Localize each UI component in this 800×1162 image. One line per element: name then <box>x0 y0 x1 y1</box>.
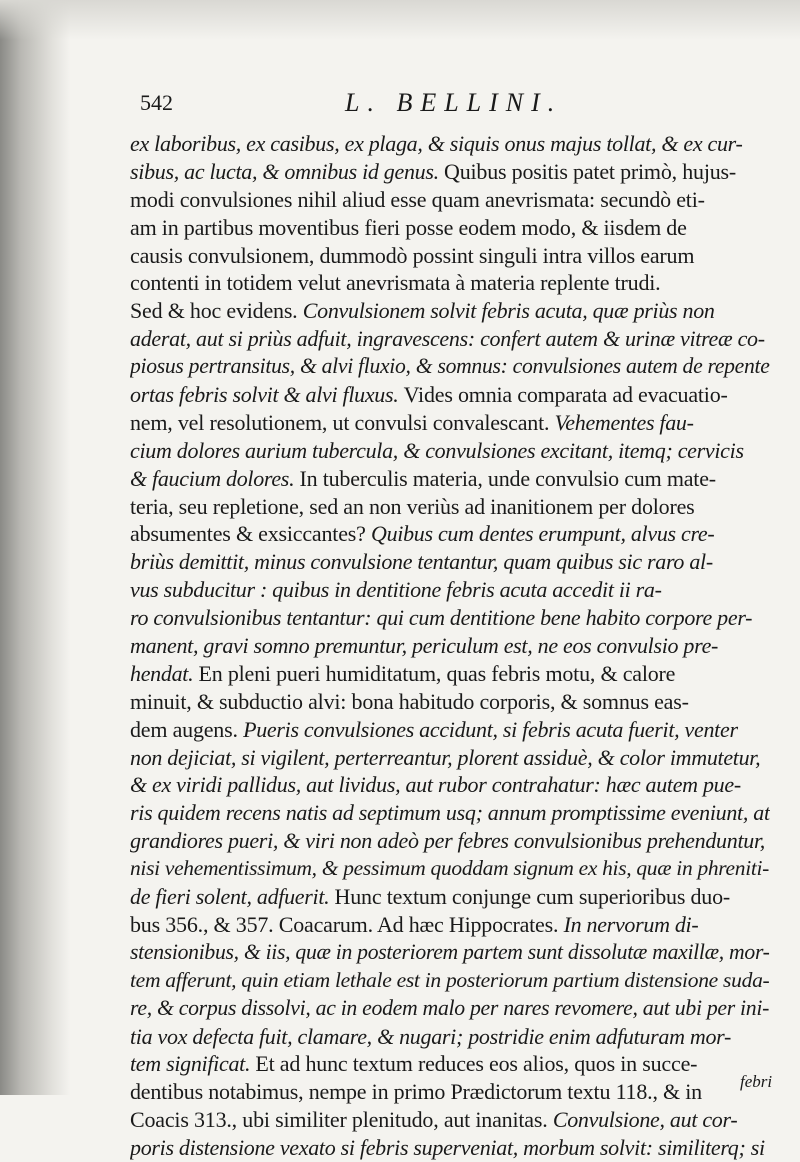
italic-quotation: non dejiciat, si vigilent, perterreantur, plorent assiduè, & color immutetur, <box>130 744 761 770</box>
text-line <box>130 381 770 409</box>
text-line <box>130 548 770 576</box>
catchword: febri <box>740 1072 773 1091</box>
roman-commentary: Quibus positis patet primò, hujus- <box>444 158 737 184</box>
text-line <box>130 1050 770 1078</box>
italic-quotation: de fieri solent, adfuerit. <box>130 884 335 910</box>
text-line <box>130 995 770 1023</box>
italic-quotation: ortas febris solvit & alvi fluxus. <box>130 382 404 408</box>
italic-quotation: aderat, aut si priùs adfuit, ingravescens: confert autem & urinæ vitreæ co- <box>130 326 765 352</box>
italic-quotation: grandiores pueri, & viri non adeò per febres convulsionibus prehenduntur, <box>130 828 765 854</box>
italic-quotation: tia vox defecta fuit, clamare, & nugari; postridie enim adfuturam mor- <box>130 1023 731 1049</box>
italic-quotation: Convulsione, aut cor- <box>552 1107 738 1133</box>
text-line <box>130 325 770 353</box>
italic-quotation: piosus pertransitus, & alvi fluxio, & somnus: convulsiones autem de repente <box>130 354 770 379</box>
roman-commentary: Sed & hoc evidens. <box>130 298 303 324</box>
roman-commentary: nem, vel resolutionem, ut convulsi convalescant. <box>130 409 555 435</box>
roman-commentary: teria, seu repletione, sed an non veriùs ad inanitionem per dolores <box>130 493 695 519</box>
roman-commentary: modi convulsiones nihil aliud esse quam anevrismata: secundò eti- <box>130 186 705 212</box>
italic-quotation: manent, gravi somno premuntur, periculum est, ne eos convulsio pre- <box>130 633 719 659</box>
text-line <box>130 1106 770 1134</box>
scan-top-shadow <box>0 0 800 40</box>
text-line <box>130 493 770 521</box>
text-line <box>130 130 770 158</box>
roman-commentary: Vides omnia comparata ad evacuatio- <box>403 382 728 408</box>
roman-commentary: bus 356., & 357. Coacarum. Ad hæc Hippocrates. <box>130 911 564 937</box>
text-line <box>130 660 770 688</box>
text-line <box>130 827 770 855</box>
italic-quotation: In nervorum di- <box>563 911 699 937</box>
text-line <box>130 297 770 325</box>
text-line <box>130 409 770 437</box>
text-line <box>130 465 770 493</box>
italic-quotation: hendat. <box>130 660 199 686</box>
text-line <box>130 744 770 772</box>
text-line <box>130 214 770 242</box>
italic-quotation: & faucium dolores. <box>130 465 300 491</box>
text-line <box>130 688 770 716</box>
text-line <box>130 1134 770 1162</box>
text-line <box>130 158 770 186</box>
roman-commentary: am in partibus moventibus fieri posse eodem modo, & iisdem de <box>130 214 687 240</box>
italic-quotation: Convulsionem solvit febris acuta, quæ priùs non <box>302 298 715 324</box>
text-line <box>130 186 770 214</box>
text-line <box>130 911 770 939</box>
italic-quotation: & ex viridi pallidus, aut lividus, aut rubor contrahatur: hæc autem pue- <box>130 772 741 798</box>
italic-quotation: ris quidem recens natis ad septimum usq; annum promptissime eveniunt, at <box>130 800 770 826</box>
roman-commentary: Et ad hunc textum reduces eos alios, quos in succe- <box>255 1051 698 1077</box>
text-line <box>130 632 770 660</box>
text-line <box>130 242 770 270</box>
text-line <box>130 1078 770 1106</box>
roman-commentary: Hunc textum conjunge cum superioribus duo- <box>334 884 731 910</box>
roman-commentary: absumentes & exsiccantes? <box>130 521 371 547</box>
text-line <box>130 883 770 911</box>
roman-commentary: contenti in totidem velut anevrismata à materia replente trudi. <box>130 270 661 296</box>
roman-commentary: dentibus notabimus, nempe in primo Prædictorum textu 118., & in <box>130 1079 702 1105</box>
text-line <box>130 855 770 883</box>
italic-quotation: tem significat. <box>130 1051 256 1077</box>
text-line <box>130 967 770 995</box>
roman-commentary: In tuberculis materia, unde convulsio cum mate- <box>299 465 716 491</box>
roman-commentary: Coacis 313., ubi similiter plenitudo, aut inanitas. <box>130 1107 553 1133</box>
text-line <box>130 771 770 799</box>
roman-commentary: minuit, & subductio alvi: bona habitudo corporis, & somnus eas- <box>130 688 689 714</box>
roman-commentary: En pleni pueri humiditatum, quas febris motu, & calore <box>198 660 676 686</box>
italic-quotation: re, & corpus dissolvi, ac in eodem malo per nares revomere, aut ubi per ini- <box>130 995 770 1020</box>
italic-quotation: Quibus cum dentes erumpunt, alvus cre- <box>371 521 715 547</box>
italic-quotation: poris distensione vexato si febris superveniat, morbum solvit: similiterq; si <box>130 1135 765 1161</box>
text-line <box>130 576 770 604</box>
text-line <box>130 437 770 465</box>
italic-quotation: Vehementes fau- <box>554 409 694 435</box>
text-line <box>130 799 770 827</box>
page-number: 542 <box>140 90 173 115</box>
italic-quotation: stensionibus, & iis, quæ in posteriorem partem sunt dissolutæ maxillæ, mor- <box>130 939 770 964</box>
text-line <box>130 520 770 548</box>
roman-commentary: causis convulsionem, dummodò possint singuli intra villos earum <box>130 242 695 268</box>
italic-quotation: Pueris convulsiones accidunt, si febris acuta fuerit, venter <box>243 716 738 742</box>
italic-quotation: ex laboribus, ex casibus, ex plaga, & siquis onus majus tollat, & ex cur- <box>130 131 743 156</box>
running-head <box>130 82 770 126</box>
text-line <box>130 353 770 381</box>
running-title: L. BELLINI. <box>345 88 563 117</box>
text-line <box>130 269 770 297</box>
italic-quotation: tem afferunt, quin etiam lethale est in posteriorum partium distensione suda- <box>130 967 770 992</box>
text-line <box>130 1023 770 1051</box>
text-line <box>130 604 770 632</box>
italic-quotation: nisi vehementissimum, & pessimum quoddam signum ex his, quæ in phreniti- <box>130 856 770 881</box>
italic-quotation: vus subducitur : quibus in dentitione febris acuta accedit ii ra- <box>130 577 662 603</box>
italic-quotation: briùs demittit, minus convulsione tentantur, quam quibus sic raro al- <box>130 549 713 575</box>
text-line <box>130 939 770 967</box>
roman-commentary: dem augens. <box>130 716 244 742</box>
scan-binding-shadow <box>0 0 70 1095</box>
italic-quotation: cium dolores aurium tubercula, & convulsiones excitant, itemq; cervicis <box>130 437 744 463</box>
text-body <box>130 130 773 1162</box>
text-line <box>130 716 770 744</box>
italic-quotation: ro convulsionibus tentantur: qui cum dentitione bene habito corpore per- <box>130 605 753 631</box>
italic-quotation: sibus, ac lucta, & omnibus id genus. <box>130 158 445 184</box>
book-page <box>130 82 773 1162</box>
